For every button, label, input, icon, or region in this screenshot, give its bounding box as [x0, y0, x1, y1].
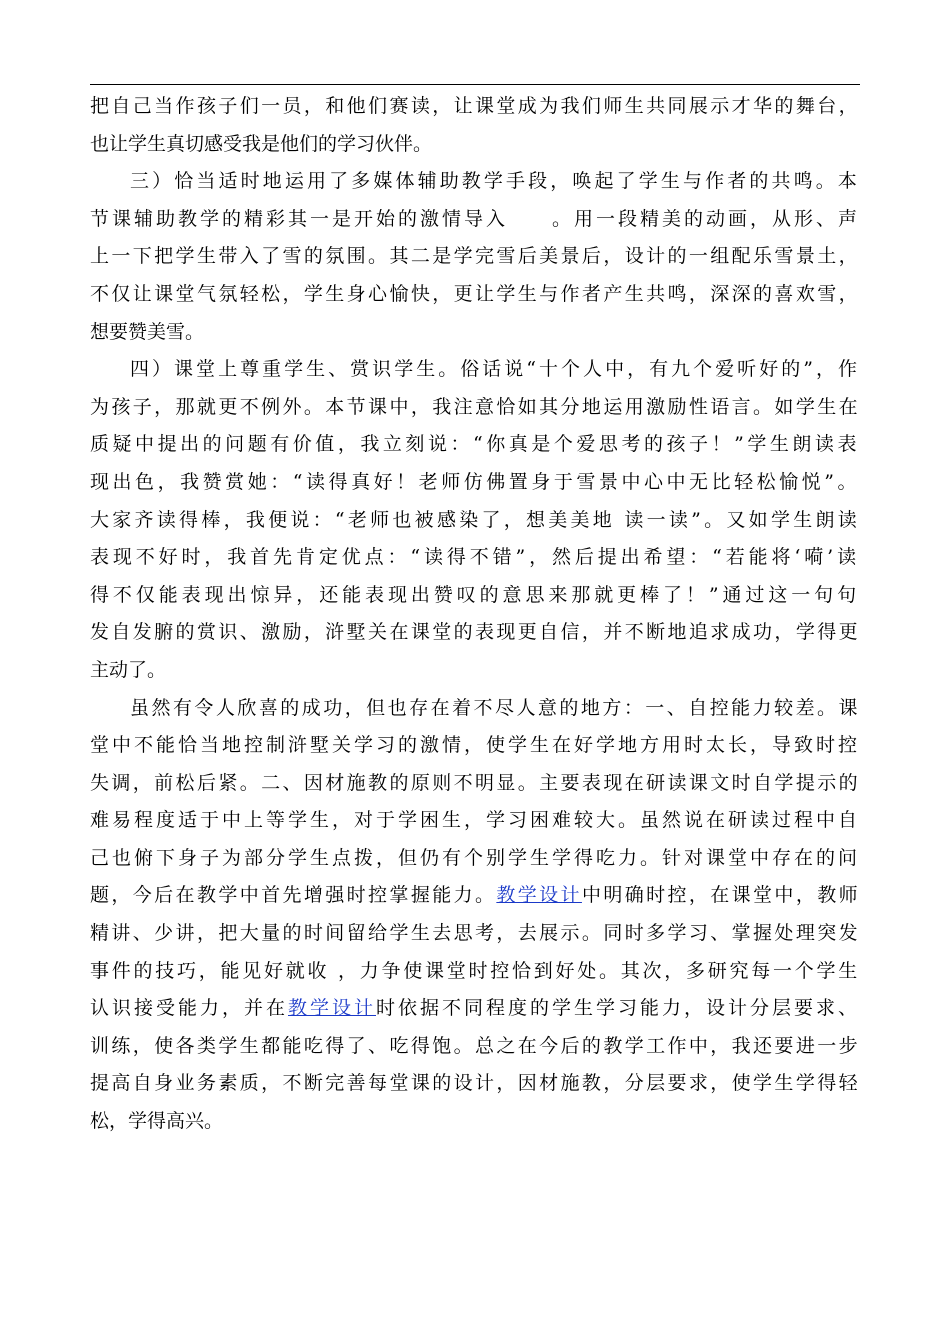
paragraph-start-line: 四）课堂上尊重学生、赏识学生。俗话说“十个人中，有九个爱听好的”，作	[130, 358, 860, 381]
paragraph-start-line: 三）恰当适时地运用了多媒体辅助教学手段，唤起了学生与作者的共鸣。本	[130, 170, 860, 193]
text-line: 精讲、少讲，把大量的时间留给学生去思考，去展示。同时多学习、掌握处理突发	[90, 922, 860, 945]
text-line: 提高自身业务素质，不断完善每堂课的设计，因材施教，分层要求，使学生学得轻	[90, 1072, 860, 1095]
text-line-with-link	[90, 990, 862, 1028]
text-line: 上一下把学生带入了雪的氛围。其二是学完雪后美景后，设计的一组配乐雪景土，	[90, 245, 860, 268]
teaching-design-link[interactable]: 教学设计	[496, 884, 582, 907]
text-line-with-link	[90, 877, 862, 915]
document-body	[90, 88, 862, 1141]
text-segment: 时依据不同程度的学生学习能力，设计分层要求、	[376, 997, 860, 1020]
paragraph-start-line: 虽然有令人欣喜的成功，但也存在着不尽人意的地方：一、自控能力较差。课	[130, 696, 860, 719]
text-line: 堂中不能恰当地控制浒墅关学习的激情，使学生在好学地方用时太长，导致时控	[90, 734, 860, 757]
text-line: 想要赞美雪。	[90, 320, 205, 343]
text-line: 得不仅能表现出惊异，还能表现出赞叹的意思来那就更棒了！”通过这一句句	[90, 583, 860, 606]
text-segment: 题，今后在教学中首先增强时控掌握能力。	[90, 884, 497, 907]
header-rule	[90, 84, 860, 85]
text-line: 大家齐读得棒，我便说：“老师也被感染了，想美美地 读一读”。又如学生朗读	[90, 508, 860, 531]
text-line: 为孩子，那就更不例外。本节课中，我注意恰如其分地运用激励性语言。如学生在	[90, 395, 860, 418]
text-segment: 认识接受能力，并在	[90, 997, 288, 1020]
text-line: 主动了。	[90, 658, 167, 681]
text-line: 事件的技巧，能见好就收 ，力争使课堂时控恰到好处。其次，多研究每一个学生	[90, 959, 860, 982]
text-line: 现出色，我赞赏她：“读得真好！老师仿佛置身于雪景中心中无比轻松愉悦”。	[90, 470, 860, 493]
text-line: 训练，使各类学生都能吃得了、吃得饱。总之在今后的教学工作中，我还要进一步	[90, 1034, 860, 1057]
text-line: 发自发腑的赏识、激励，浒墅关在课堂的表现更自信，并不断地追求成功，学得更	[90, 621, 860, 644]
text-line: 失调，前松后紧。二、因材施教的原则不明显。主要表现在研读课文时自学提示的	[90, 771, 860, 794]
text-line: 己也俯下身子为部分学生点拨，但仍有个别学生学得吃力。针对课堂中存在的问	[90, 846, 860, 869]
text-line: 难易程度适于中上等学生，对于学困生，学习困难较大。虽然说在研读过程中自	[90, 809, 860, 832]
text-line: 节课辅助教学的精彩其一是开始的激情导入 。用一段精美的动画，从形、声	[90, 207, 860, 230]
teaching-design-link[interactable]: 教学设计	[288, 997, 376, 1020]
text-line: 表现不好时，我首先肯定优点：“读得不错”，然后提出希望：“若能将‘嗬’读	[90, 546, 860, 569]
text-line: 也让学生真切感受我是他们的学习伙伴。	[90, 132, 433, 155]
text-line: 质疑中提出的问题有价值，我立刻说：“你真是个爱思考的孩子！”学生朗读表	[90, 433, 860, 456]
text-line: 把自己当作孩子们一员，和他们赛读，让课堂成为我们师生共同展示才华的舞台，	[90, 95, 860, 117]
text-segment: 中明确时控，在课堂中，教师	[581, 884, 860, 907]
text-line: 松，学得高兴。	[90, 1110, 224, 1133]
text-line: 不仅让课堂气氛轻松，学生身心愉快，更让学生与作者产生共鸣，深深的喜欢雪，	[90, 282, 860, 305]
